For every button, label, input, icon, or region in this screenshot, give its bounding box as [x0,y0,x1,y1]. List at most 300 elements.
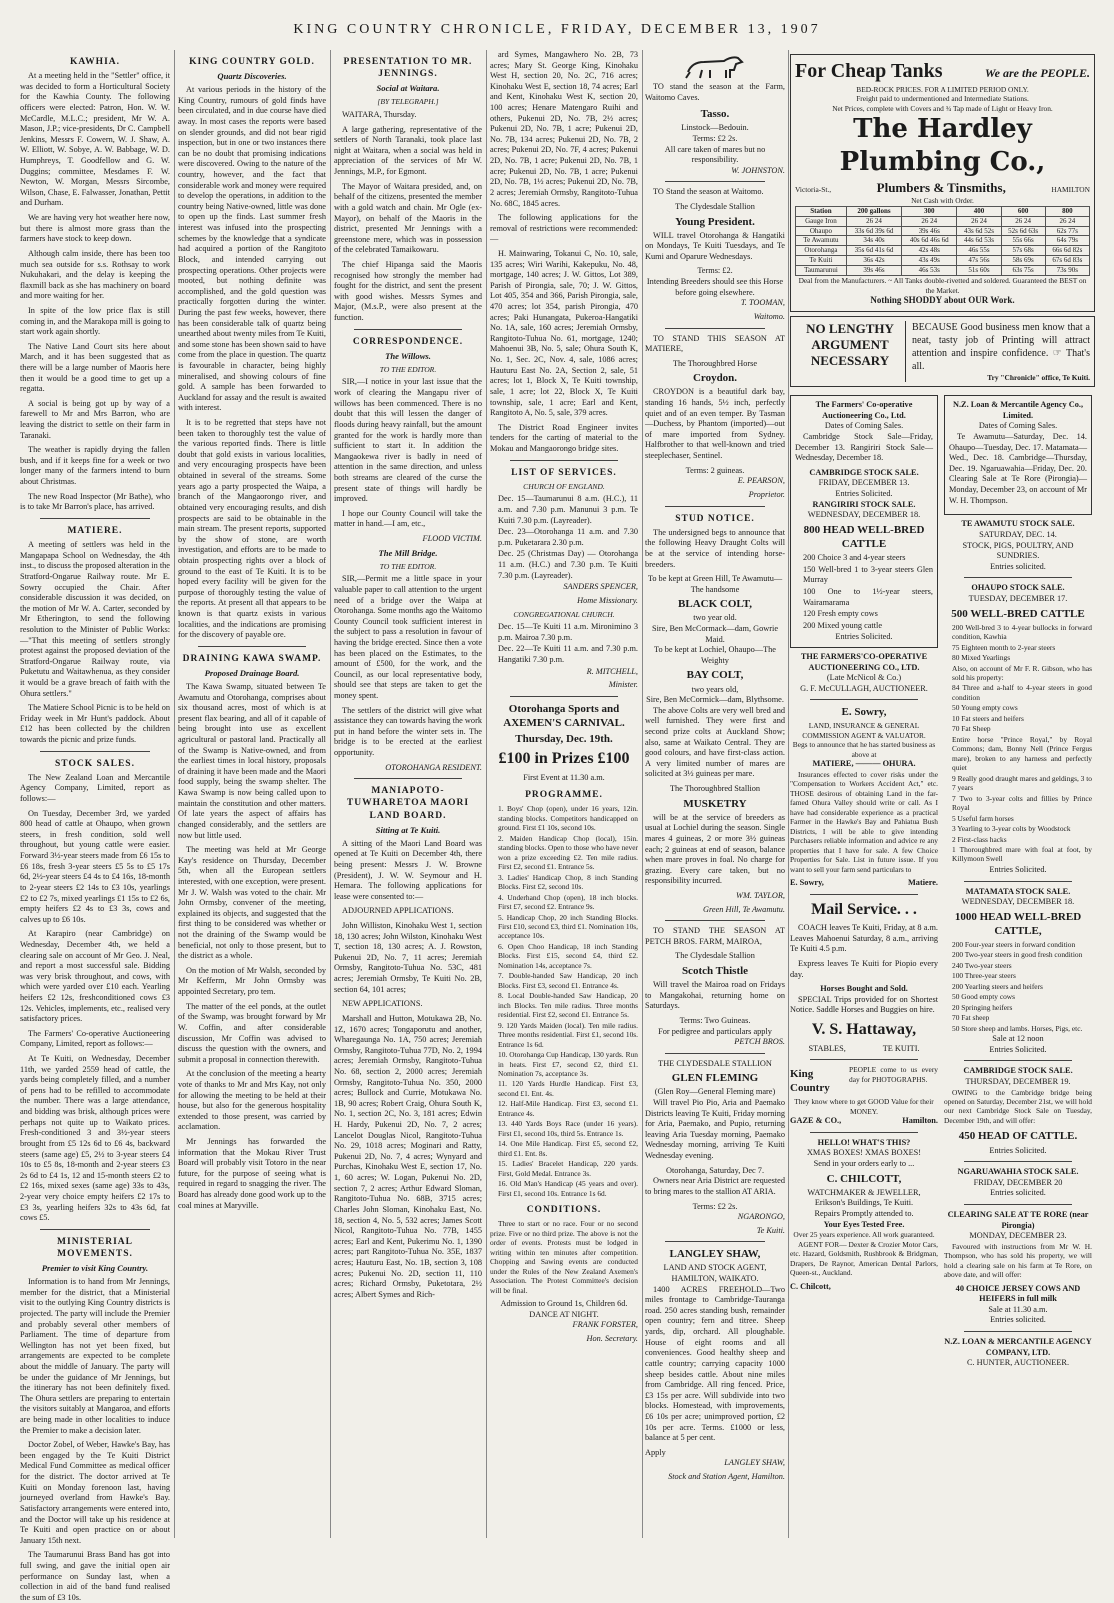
paragraph: 70 Fat Sheep [952,724,991,734]
stallion-note: All care taken of mares but no responsibility. [664,144,766,165]
paragraph: The Farmers' Co-operative Auctioneering Company, Limited, report as follows:— [20,1028,170,1049]
paragraph: At a meeting held in the "Settler" office, it was decided to form a Horticultural Society for the Kawhia County. The following officers were elected: Patron, Hon. W. W. McCardle, M.L.C.; president, Mr W. A. Mason, J.P.; vice-presidents, Dr C. Campbell Jenkins, Messrs F. Cowern, W. J. Shaw, A. W. Elliott, W. Sobye, A. W. Babbage, W. D. Humphreys, T. Goodfellow and G. W. Duggins; committee, Mesdames F. W. Newton, W. Morgan, Messrs Sircombe, Wilson, Chase, E. Falwasser, Jonathan, Pettit and Durham. [20,71,170,208]
programme-title: PROGRAMME. [525,790,603,801]
paragraph: 12. Half-Mile Handicap. First £3, second £1. Entrance 4s. [498,1099,638,1118]
sale-headcount: 40 CHOICE JERSEY COWS AND HEIFERS in full milk [955,1283,1081,1304]
column-rule [330,50,331,1538]
article-body [334,377,482,530]
paragraph: 70 Fat sheep [952,1013,990,1023]
stallion-owner: PETCH BROS. [734,1037,785,1047]
paragraph: The Native Land Court sits here about March, and it has been suggested that as there will be a large number of Maoris here then it would be a good time to get up a regatta. [20,341,170,394]
sale-date: FRIDAY, DECEMBER 13. [818,478,910,488]
price-cell: Ohaupo [796,226,847,236]
article-subtitle: Quartz Discoveries. [217,71,287,82]
sales-dates-title: Dates of Coming Sales. [824,421,904,431]
price-column-header: 200 gallons [846,206,901,216]
colt-pedigree: Sire, Ben McCormick—dam, Blythsome. [646,695,784,705]
stud-desc: The undersigned begs to announce that the following Heavy Draught Colts will be at the service of intending horse-breeders. [645,527,785,569]
paragraph: 14. One Mile Handicap. First £5, second £2, third £1. Ent. 8s. [498,1139,638,1158]
paragraph: 3 Yearling to 3-year colts by Woodstock [952,824,1071,834]
letter-signature: FLOOD VICTIM. [422,534,482,544]
sports-title: Otorohanga Sports and AXEMEN'S CARNIVAL. [503,702,625,729]
sowry-sig-place: Matiere. [907,878,938,888]
stallion-terms: Terms: £2 2s. [692,133,738,143]
article-subtitle: Social at Waitara. [376,83,440,94]
stallion-breed: The Thoroughbred Stallion [669,784,761,794]
price-cell: 26 24 [1001,216,1045,226]
paragraph: 13. 440 Yards Boys Race (under 16 years). First £1, second 10s, third 5s. Entrance 1s. [498,1119,638,1138]
stallion-owner: NGARONGO, [737,1212,785,1222]
stallion-note: Intending Breeders should see this Horse before going elsewhere. [646,277,784,297]
price-table [795,206,1090,277]
stallion-note: Owners near Aria District are requested to bring mares to the stallion AT ARIA. [645,1176,785,1196]
sale-date: WEDNESDAY, DECEMBER 18. [807,510,921,520]
tanks-headline: For Cheap Tanks [795,60,943,82]
horses-title: Horses Bought and Sold. [820,984,908,994]
entries-note: Entries solicited. [990,1188,1046,1198]
article-subtitle: Premier to visit King Country. [41,1263,149,1274]
sale-title: CAMBRIDGE STOCK SALE. [963,1066,1073,1076]
price-row [796,266,1090,276]
stallion-desc: will be at the service of breeders as usual at Lochiel during the season. Single mares 4 guineas, 2 or more 3½ guineas each; 2 guineas at end of season, balance when mare proves in foal. No charge for grazing. Every care taken, but no responsibility incurred. [645,812,785,886]
price-column-header: 400 [957,206,1001,216]
paragraph: It is to be regretted that steps have not been taken to thoroughly test the value of the various reported finds. There is little doubt that gold exists in various localities, and very encouraging prospects have been obtained in several of the streams. Some years ago a party prospected the Waipa, a branch of the Mangaorongo river, and obtained very encouraging results, and dish prospects are said to be obtainable in the main stream. The present reports, supported by the show of stone, are worth investigation, and efforts are to be made to obtain prospecting rights over a block of ground to the east of Te Kuiti. It is to be hoped every facility will be given for the purpose of thoroughly testing the value of the reports. At present all that appears to be known is that quartz exists in various localities, and the indications are promising for the discovery of payable ore. [178,418,326,640]
price-cell: 43s 6d 52s [957,226,1001,236]
price-row [796,216,1090,226]
tanks-shoddy: Nothing SHODDY about OUR Work. [870,295,1015,306]
price-row [796,236,1090,246]
chilcott-experience: Over 25 years experience. All work guaranteed. [793,1230,935,1240]
colt-name: BAY COLT, [686,669,744,682]
price-cell: 26 24 [846,216,901,226]
nzl-title: N.Z. Loan & Mercantile Agency Co., Limited. [952,400,1084,420]
firm-city: HAMILTON [1051,184,1090,194]
article-title: KING COUNTRY GOLD. [189,57,315,67]
sports-date: Thursday, Dec. 19th. [515,733,613,746]
sale-text: Favoured with instructions from Mr W. H. Thompson, who has sold his property, we will hold a clearing sale on his farm at Te Rore, on above date, and will offer: [944,1241,1092,1280]
sale-headcount: 500 WELL-BRED CATTLE [951,607,1085,620]
paragraph: Although calm inside, there has been too much sea outside for s.s. Rothsay to work Nukuhakari, and the delay is keeping the flaxmill back as she has machinery on board and more waiting for her. [20,248,170,301]
paragraph: Marshall and Hutton, Motukawa 2B, No. 1Z, 1670 acres; Tongaporutu and another, Wharegaunga No. 1A, 750 acres; Jeremiah Ormsby, Rangitoto-Tuhua 77D, No. 2, 1994 acres; Jeremiah Ormsby, Rangitoto-Tuhua No. 68, section 2, 2000 acres; Jeremiah Ormsby, Rangitoto-Tuhua No. 350, 2000 acres; Bullock and Currie, Motukawa No. 1B, 90 acres; Robert Craig, Ohura South K, No. 1, section 2C, No. 3, 181 acres; Edwin H. Hardy, Pukenui 2D, No. 7, 2 acres; Lancelot Douglas Nicol, Rangitoto-Tuhua No. 29, 1018 acres; Moginari and Ratty, Pukenui 2D, No. 7, 4 acres; Wynyard and Purchas, Kinohaku West E, section 17, No. 1, 60 acres; W. Logan, Pukenui No. 2D, section 7, 2 acres; Arthur Edward Sloman, Rangitoto-Tuhua No. 68B, 3715 acres; Charles John Sloman, Kinohaku East, No. 18, section 4, No. 5, 532 acres; James Scott Nicol, Rangitoto-Tuhua No. 77B, 1455 acres; Earl and Kent, Pukerimu No. 1, 1390 acres; part Rangitoto-Tuhua No. 35E, 1837 acres; Hauturu East, No. 1B, section 3, 108 acres; Pukenui No. 2D, section 11, 110 acres; Richard Ormsby, Puketotara, 2½ acres; Albert Symes and Rich- [334,1013,482,1299]
colt-name: BLACK COLT, [678,598,752,611]
gaze-place: Hamilton. [902,1116,938,1126]
article-body [334,110,482,324]
article-text: The following applications for the removal of restrictions were recommended:— [490,213,638,244]
stallion-name: Tasso. [700,108,730,121]
sowry-sig: E. Sowry, [790,878,824,888]
paragraph: The chief Hipanga said the Maoris recognised how strongly the member had fought for the district, and sent the present with good wishes. Messrs Symes and Major, (M.s.P., were also present at the function. [334,259,482,322]
stallion-desc: WILL travel Otorohanga & Hangatiki on Mondays, Te Kuiti Tuesdays, and Te Kumi and Oparure Wednesdays. [645,230,785,261]
chilcott-footer: C. Chilcott, [790,1281,831,1291]
stallion-terms: Terms: Two Guineas. [679,1015,751,1025]
stud-kept: To be kept at Green Hill, Te Awamutu—The handsome [647,574,783,594]
paragraph: 16. Old Man's Handicap (45 years and over). First £1, second 10s. Entrance 1s 6d. [498,1179,638,1198]
paragraph: 50 Good empty cows [952,992,1016,1002]
paragraph: At Te Kuiti, on Wednesday, December 11th, we yarded 2559 head of cattle, the yards being completely filled, and a number of pens had to be refilled to accommodate the number. There was a large attendance, and bidding was brisk, although prices were perhaps not quite up to Waikato prices. Fresh-conditioned 3 and 3½-year steers brought from £5 12s 6d to £6 4s, backward steers (same age) £5, 2½ to 3-year steers £4 10s to £5 8s, 18-month and 2-year steers £3 2s 6d to £4 1s, 12 and 15-month steers £2 to £2 16s, mixed sexes (same age) 33s to 43s, 2-year very choice empty heifers £2 17s to £3 3s, yearling heifers 32s to 43s 6d, fat cows £5. [20,1054,170,1223]
paragraph: NEW APPLICATIONS. [342,999,423,1009]
article-continued: ard Symes, Mangawhero No. 2B, 73 acres; Mary St. George King, Kinohaku West H, section 20, No. 2C, 716 acres; Kinohaku West E, section 18, 74 acres; Earl and Kent, Kinohaku West K, section 20, 100 acres; Henare Matengaro Ruihi and others, Pukenui 2D, No. 7B, 2½ acres; Pukenui 2D, No. 7B, 1 acre; Pukenui 2D, No. 7B, 134 acres; Pukenui 2D, No. 7B, 2 acres; Pukenui 2D, No. 7F, 4 acres; Pukenui 2D, No. 7B, 1 acre; Pukenui 2D, No. 7B, 1 acre; Pukenui 2D, No. 7B, 1 acre; Pukenui 2D, No. 7B, 1½ acres; Pukenui 2D, No. 7B, 2 acres; Jeremiah Ormsby, Rangitoto-Tuhua No. 68C, 1845 acres. [490,50,638,208]
paragraph: The new Road Inspector (Mr Bathe), who is to take Mr Barron's place, has arrived. [20,491,170,512]
tanks-freight: Freight paid to undermentioned and Intermediate Stations. [856,94,1029,104]
column-rule [788,50,789,1538]
tanks-prices: BED-ROCK PRICES. FOR A LIMITED PERIOD ONLY. [856,84,1029,94]
stables-town: TE KUITI. [882,1043,920,1053]
article-title: STOCK SALES. [55,758,135,769]
paragraph: 80 Mixed Yearlings [952,653,1011,663]
price-cell: 62s 77s [1045,226,1089,236]
article-body [20,71,170,513]
price-cell: 35s 6d 41s 6d [846,246,901,256]
stallion-desc: Will travel the Mairoa road on Fridays to Mangakohai, returning home on Saturdays. [645,980,785,1011]
price-cell: 67s 6d 83s [1045,256,1089,266]
stallion-note: For pedigree and particulars apply [658,1026,772,1036]
paragraph: 200 Four-year steers in forward condition [952,939,1076,949]
paragraph: Dec. 22—Te Kuiti 11 a.m. and 7.30 p.m. Hangatiki 7.30 p.m. [498,644,638,665]
paragraph: Dec. 15—Te Kuiti 11 a.m. Mironimino 3 p.m. Mairoa 7.30 p.m. [498,622,638,642]
chilcott-repairs: Repairs Promptly attended to. [814,1208,914,1218]
stud-title: STUD NOTICE. [675,513,755,524]
price-row [796,256,1090,266]
farmers-title: The Farmers' Co-operative Auctioneering Co., Ltd. [815,400,913,420]
price-cell: 58s 69s [1001,256,1045,266]
article-text: H. Mainwaring, Tokanui C, No. 10, sale, 135 acres; Wiri Warihi, Kakepuku, No. 48, mortgage, 140 acres; J. W. Gittos, Lot 389, Parish of Pirongia, sale, 70; J. W. Gittos, Lot 405, 354 and 366, Parish Pirongia, sale, 470 acres; lot 354, parish Pirongia, 470 acres; Paki Hunangata, Pukeroa-Hangatiki No. 1A, sale, 160 acres; Jeremiah Ormsby, Rangitoto-Tuhua No. 61, mortgage, 1240; Mahoenui 3B, No. 5, sale; Ohura South K, No. 1, Sec. 2C, Nov. 4, sale, 1086 acres; Hauturu East No. 2A, Section 2, sale, 51 acres; lot 1, Block X, Te Kuiti township, sale, 1 acre; lot 22, Block X, Te Kuiti township, sale, 1 acre; Earl and Kent, Rangitoto A, No. 5, sale, 379 acres. [490,248,638,418]
article-title: PRESENTATION TO MR. JENNINGS. [343,57,473,80]
paragraph: SIR,—I notice in your last issue that the work of clearing the Mangapu river of willows has been commenced. There is no doubt that this will lessen the danger of floods during heavy rainfall, but the amount granted for the work is hardly more than sufficient to start it. In addition the Mangaokewa river is badly in need of attention in the same direction, and unless both streams are cleared of the curse the present state of things will hardly be improved. [334,377,482,504]
horse-icon [680,52,750,80]
paragraph: 3. Ladies' Handicap Chop, 8 inch Standing Blocks. First £2, second 10s. [498,872,638,892]
sale-date: SATURDAY, DEC. 14. [979,529,1057,539]
agent-signature: LANGLEY SHAW, [724,1458,785,1468]
paragraph: Doctor Zobel, of Weber, Hawke's Bay, has been engaged by the Te Kuiti District Medical Fund Committee as medical officer for the district. The doctor arrived at Te Kuiti on Monday forenoon last, having journeyed overland from Hawke's Bay. Satisfactory arrangements were entered into, and the Doctor will take up his residence at Te Kuiti and open practice on or about January 15th next. [20,1440,170,1545]
paragraph: 15. Ladies' Bracelet Handicap, 220 yards. First, Gold Medal. Entrance 3s. [498,1159,638,1178]
sale-date: THURSDAY, DECEMBER 19. [965,1076,1071,1086]
article-subtitle: Proposed Drainage Board. [204,668,300,678]
paragraph: 1 Thoroughbred mare with foal at foot, by Killymoon Swell [952,844,1092,864]
paragraph: 9. 120 Yards Maiden (local). Ten mile radius. Three months residential. First £1, second 10s. Entrance 1s 6d. [498,1020,638,1049]
telegraph-note: [BY TELEGRAPH.] [377,97,439,107]
letter-title: The Willows. [385,350,431,361]
argument-try: Try "Chronicle" office, Te Kuiti. [987,372,1090,382]
gaze-know: They know where to get GOOD Value for their MONEY. [794,1097,934,1116]
paragraph: 5 Useful farm horses [952,813,1014,823]
article-body [20,540,170,746]
tanks-advert [790,54,1095,312]
sale-headcount: 450 HEAD OF CATTLE. [958,1130,1078,1143]
paragraph: The Kawa Swamp, situated between Te Awamutu and Otorohanga, comprises about six thousand acres, most of which is at present flax bearing, and all of it capable of being brought into use as excellent agricultural or pastoral land. Practically all of the Swamp is Native-owned, and from the earliest times in local history, proposals of draining it have been made and the Maori food supply, being the swamp shelter. The Kawa Swamp is now being called upon to maintain the constitution and other matters. Of late years the aspect of affairs has changed considerably, and the settlers are now but little used. [178,682,326,840]
paragraph: 84 Three and a-half to 4-year steers in good condition [952,683,1092,702]
column-4 [490,50,638,1538]
sowry-role: LAND, INSURANCE & GENERAL COMMISSION AGENT & VALUATOR. [802,721,926,740]
sports-prize: £100 in Prizes £100 [498,750,630,768]
column-2 [178,50,326,1538]
article-body [334,574,482,758]
price-cell: Gauge Iron [796,216,847,226]
paragraph: A social is being got up by way of a farewell to Mr and Mrs Barron, who are leaving the district to settle on their farm in Taranaki. [20,398,170,440]
paragraph: The matter of the eel ponds, at the outlet of the Swamp, was brought forward by Mr W. Coffin, and after considerable discussion, Mr Coffin was advised to discuss the question with the owners, and submit a proposal in connection therewith. [178,1001,326,1064]
paragraph: Entire horse "Prince Royal," by Royal Commons; dam, Bonny Nell (Prince Fergus mare), broken to any harness and perfectly quiet [952,734,1092,773]
paragraph: At various periods in the history of the King Country, rumours of gold finds have been circulated, and in due course have died away. In most cases the reports were based on slender grounds, and did not bear rigid inspection, but in one or two instances there can be no doubt that promising indications were discovered. Owing to the nature of the country, however, and the fact that considerable work and money were required to develop the operations, in addition to the country being Native-owned, little was done to open up the finds. Last summer fresh interest was infused into the prospecting schemes by the knowledge that a syndicate had acquired a portion of the Rangitoto Block, and intended carrying out prospecting operations. Other projects were mooted, but nothing definite was accomplished, and the gold question was practically forgotten during the winter. During the past few weeks, however, there has been considerable talk of quartz being unearthed about twenty miles from Te Kuiti, and some stone has been shown said to have come from the place in question. The quartz is favourable in character, being highly mineralised, and showing colours of fine gold. A sample has been forwarded to Auckland for assay and the result is awaited with interest. [178,85,326,413]
chilcott-building: Erikson's Buildings, Te Kuiti. [814,1198,914,1208]
stallion-breed: The Clydesdale Stallion [675,951,755,961]
paragraph: 8. Local Double-handed Saw Handicap, 20 inch Blocks. Ten mile radius. Three months residential. First £2, second £1. Entrance 5s. [498,991,638,1020]
entries-note: Entries Solicited. [989,1145,1047,1155]
hattaway-name: V. S. Hattaway, [811,1021,917,1039]
paragraph: On the motion of Mr Walsh, seconded by Mr Kefferm, Mr John Ormsby was appointed Secretary, pro tem. [178,965,326,997]
argument-text: BECAUSE Good business men know that a neat, tasty job of Printing will attract attention and inspire confidence. ☞ That's all. [912,321,1090,372]
price-cell: Taumarunui [796,266,847,276]
stallion-lead: TO STAND THIS SEASON AT MATIERE, [645,333,785,354]
agent-name: LANGLEY SHAW, [669,1248,761,1261]
sowry-note: Begs to announce that he has started business as above at [792,740,936,759]
services-signature: SANDERS SPENCER, [563,582,638,592]
sale-date: FRIDAY, DECEMBER 20 [973,1177,1063,1187]
column-3 [334,50,482,1538]
article-title: DRAINING KAWA SWAMP. [182,653,322,664]
stallion-name: Young President. [675,215,755,228]
sale-title: RANGIRIRI STOCK SALE. [812,499,916,509]
sale-title: TE AWAMUTU STOCK SALE. [961,519,1075,529]
paragraph: 200 Two-year steers in good fresh condition [952,950,1083,960]
stud-place: Green Hill, Te Awamutu. [703,904,785,914]
sale-text: OWING to the Cambridge bridge being opened on Saturday, December 21st, we will hold our next Cambridge Stock Sale on Tuesday, December 19th, and will offer: [944,1087,1092,1125]
apply-label: Apply [645,1447,666,1457]
paragraph: 6. Open Choo Handicap, 18 inch Standing Blocks. First £15, second £4, third £2. Nomination 14s, acceptance 7s. [498,941,638,970]
stallion-place: Te Kuiti. [756,1225,785,1235]
stables-label: STABLES, [808,1043,846,1053]
price-cell: 34s 40s [846,236,901,246]
sports-first-event: First Event at 11.30 a.m. [523,772,605,782]
paragraph: 5. Handicap Chop, 20 inch Standing Blocks. First £10, second £3, third £1. Nomination 10s, acceptance 10s. [498,912,638,941]
letter-signature: OTOROHANGA RESIDENT. [385,762,482,772]
sports-signature: FRANK FORSTER, [572,1320,638,1330]
programme-list [490,804,638,1198]
sale-title: NGARUAWAHIA STOCK SALE. [957,1167,1079,1177]
article-body [334,839,482,1301]
paragraph: I hope our County Council will take the matter in hand.—I am, etc., [334,508,482,529]
price-cell: 39s 46s [846,266,901,276]
stallion-lead: TO STAND THE SEASON AT PETCH BROS. FARM, MAIROA, [645,926,785,946]
price-cell: Te Awamutu [796,236,847,246]
paragraph: A meeting of settlers was held in the Mangapapa School on Wednesday, the 4th inst., to discuss the proposed alteration in the Stratford-Ongarue Railway route. Mr E. Sowry occupied the Chair. After considerable discussion it was decided, on the motion of Mr W. A. Carter, seconded by Mr Etherington, to send the following resolution to the Minister of Public Works:—"That this meeting of settlers strongly protest against the proposed deviation of the Stratford-Ongarue Railway route, via Puketutu and Waitawhenua, as they consider it would be a grave breach of faith with the Ohura settlers." [20,540,170,698]
paragraph: SIR,—Permit me a little space in your valuable paper to call attention to the urgent need of a bridge over the Waipa at Otorohanga. Some months ago the Waitomo County Council took sufficient interest in the subject to pass a resolution in favour of having the bridge erected. Since then a vote has been placed on the Estimates, to the amount of £500, for the work, and the Council, as our local representative body, should see that steps are taken to get the money spent. [334,574,482,701]
paragraph: 100 Three-year steers [952,971,1016,981]
paragraph: John Williston, Kinohaku West 1, section 18, 130 acres; John Wilston, Kinohaku West T, section 18, 130 acres; A. J. Rowston, Pukenui 2D, No. 7, 11 acres; Jeremiah Ormsby, Rangitoto-Tuhua No. 53C, 481 acres; Jeremiah Ormsby, Te Kuiti No. 2B, section 64, 101 acres; [334,921,482,994]
stallion-owner: E. PEARSON, [737,476,785,486]
paragraph: 120 Fresh empty cows [803,609,878,619]
entries-note: Entries solicited. [990,1315,1046,1325]
price-cell: 52s 6d 63s [1001,226,1045,236]
agent-place: HAMILTON, WAIKATO. [671,1274,759,1284]
sale-list [944,940,1092,1033]
entries-note: Entries Solicited. [989,864,1047,874]
church-name: CHURCH OF ENGLAND. [523,481,605,491]
paragraph: 50 Store sheep and lambs. Horses, Pigs, etc. [952,1023,1083,1033]
article-text: The District Road Engineer invites tenders for the carting of material to the Mokau and Mangaorongo bridge sites. [490,422,638,453]
stallion-name: MUSKETRY [683,797,747,810]
stallion-name: GLEN FLEMING [671,1072,759,1085]
conditions-text: Three to start or no race. Four or no second prize. Five or no third prize. The above is not the order of events. Protests must be lodged in writing within ten minutes after competition. Chopping and Sawing events are conducted under the Rules of the New Zealand Axemen's Association. The Protest Committee's decision will be final. [490,1219,638,1295]
services-role: Minister. [608,680,638,690]
paragraph: 9 Really good draught mares and geldings, 3 to 7 years [952,773,1092,793]
paragraph: On Tuesday, December 3rd, we yarded 800 head of cattle at Ohaupo, when grown steers, in fresh condition, sold well throughout, but young cattle were easier. Forward 3½-year steers made from £6 15s to £6 18s, fresh 3-year steers £5 5s to £5 17s 6d, 2½-year steers £4 4s to £4 16s, 18-month to 2-year steers £2 14s to £3 10s, yearlings £2 to £2 7s, mixed yearlings £1 15s to £2 6s, empty heifers £2 4s to £3 3s, cows and calves up to £6 10s. [20,808,170,924]
chilcott-name: C. CHILCOTT, [826,1172,902,1185]
paragraph: 200 Well-bred 3 to 4-year bullocks in forward condition, Kawhia [952,622,1092,642]
paragraph: Information is to hand from Mr Jennings, member for the district, that a Ministerial visit to the outlying King Country districts is projected. The party will include the Premier and probably several other members of Parliament. The time of departure from Wellington has not yet been fixed, but arrangements are expected to be complete about the middle of January. The party will be under the guidance of Mr Jennings, but the itinerary has not been definitely fixed. The Ohura settlers are preparing to entertain the visitors suitably at Mangaroa, and efforts are being made in other localities to induce the Premier to make a decision later. [20,1277,170,1435]
column-5 [645,50,785,1538]
gaze-sig: GAZE & CO., [790,1116,842,1126]
price-cell: 26 24 [1045,216,1089,226]
ads-right-column [944,391,1092,1369]
masthead: KING COUNTRY CHRONICLE, FRIDAY, DECEMBER 13, 1907 [293,22,821,37]
sowry-text: Insurances effected to cover risks under the "Compensation to Workers Accident Act," etc. THOSE desirous of obtaining Land in the far-famed Ohura Valley should write or call. As I have had considerable experience as a practical Farmer in the Hawke's Bay and Pahiatua Bush Districts, I will be able to give intending Purchasers reliable information and advice re any properties that I have for sale. A few Choice Properties for Sale. List in future issue. If you want to sell your farm send particulars to [790,769,938,874]
sale-date: WEDNESDAY, DECEMBER 18. [961,897,1075,907]
article-body [20,1277,170,1603]
price-cell: 43s 49s [902,256,957,266]
paragraph: 1. Boys' Chop (open), under 16 years, 12in. standing blocks. Competitors handicapped on ground. First £1 10s, second 10s. [498,804,638,833]
paragraph: 10 Fat steers and heifers [952,713,1024,723]
paragraph: Dec. 25 (Christmas Day) — Otorohanga 11 a.m. (H.C.) and 7.30 p.m. Te Kuiti 7.30 p.m. (Layreader). [498,549,638,580]
sales-dates: Te Awamutu—Saturday, Dec. 14. Ohaupo—Tuesday, Dec. 17. Matamata—Wed., Dec. 18. Cambridge—Thursday, Dec. 19. Ngaruawahia—Friday, Dec. 20. Clearing Sale at Te Rore (Pirongia)—Monday, December 23, on account of Mr W. H. Thompson. [949,432,1087,505]
letter-address: TO THE EDITOR. [379,364,437,374]
article-title: MATIERE. [67,525,123,536]
paragraph: The Mayor of Waitara presided, and, on behalf of the citizens, presented the member with a gold watch and chain. Mr Ogle (ex-Mayor), on behalf of the Maoris in the district, presented Mr Jennings with a greenstone mere, which was in possession of the celebrated Tamaikowaru. [334,181,482,255]
paragraph: Dec. 23—Otorohanga 11 a.m. and 7.30 p.m. Puketarara 2.30 p.m. [498,527,638,547]
stallion-name: Croydon. [692,372,738,385]
stallion-breed: The Thoroughbred Horse [672,358,758,368]
stallion-lead: TO Stand the season at Waitomo. [653,187,764,197]
stallion-place: Waitomo. [753,311,785,321]
property-text: 1400 ACRES FREEHOLD—Two miles frontage to Cambridge-Tauranga road. 250 acres standing bush, remainder open country; fern and titree. Sheep yards, dip, orchard. All ploughable. House of eight rooms and all conveniences. Good healthy sheep and cattle country; carrying capacity 1000 sheep besides cattle. About nine miles from Cambridge. All ring fenced. Price, £3 15s per acre. Will subdivide into two blocks. Homestead, with improvements, £6 10s per acre; unimproved portion, £2 10s per acre. Terms. £1000 or less, balance at 5 per cent. [645,1284,785,1443]
sale-headcount: 800 HEAD WELL-BRED CATTLE [803,523,925,550]
paragraph: 200 Yearling steers and heifers [952,981,1043,991]
argument-line: ARGUMENT [811,337,889,352]
sales-dates-title: Dates of Coming Sales. [978,421,1058,431]
paragraph: Also, on account of Mr F. R. Gibson, who has sold his property: [952,663,1092,682]
sales-dates: Cambridge Stock Sale—Friday, December 13. Rangiriri Stock Sale—Wednesday, December 18. [795,432,933,463]
firm-street: Victoria-St., [795,184,832,194]
colt-age: two years old, [691,684,739,694]
firm-cash: Net Cash with Order. [911,196,974,206]
sale-items: STOCK, PIGS, POULTRY, AND SUNDRIES. [962,540,1074,561]
stallion-pedigree: (Glen Roy—General Fleming mare) [654,1087,776,1097]
chilcott-hello: HELLO! WHAT'S THIS? [817,1137,911,1147]
price-column-header: 800 [1045,206,1089,216]
stallion-breed: The Clydesdale Stallion [675,201,755,211]
price-cell: 64s 79s [1045,236,1089,246]
services-title: LIST OF SERVICES. [511,467,617,478]
article-body [178,85,326,641]
stallion-desc: Will travel Pio Pio, Aria and Paemako Districts leaving Te Kuiti, Friday morning for Aria, Paemako, and Pupio, returning leaving Aria Tuesday morning, Paemako Wednesday morning, arriving Te Kuiti Wednesday evening. [645,1098,785,1161]
price-cell: Otorohanga [796,246,847,256]
tanks-deal: Deal from the Manufacturers. ~ All Tanks double-rivetted and soldered. Guaranteed the BEST on the Market. [798,276,1087,295]
farmers2-late: (Late McNicol & Co.) [826,673,902,683]
paragraph: 10. Otorohanga Cup Handicap, 130 yards. Run in heats. First £7, second £2, third £1. Nomination 7s, acceptance 3s. [498,1050,638,1079]
dance: DANCE AT NIGHT. [529,1309,599,1319]
paragraph: 200 Mixed young cattle [803,620,883,630]
sale-date: TUESDAY, DECEMBER 17. [968,593,1068,603]
price-cell: 46s 55s [957,246,1001,256]
paragraph: A sitting of the Maori Land Board was opened at Te Kuiti on December 4th, there being present: Messrs J. W. Browne (President), J. W. W. Seymour and H. Hemara. The following applications for lease were consented to:— [334,838,482,901]
sale-title: CLEARING SALE AT TE RORE (near Pirongia) [947,1209,1089,1230]
paragraph: At Karapiro (near Cambridge) on Wednesday, December 4th, we held a clearing sale on account of Mr Geo. J. Neal, and report a most successful sale. Bidding was very brisk throughout, and cows, with which were yarded over £10 each. Yearling heifers £2 12s, freshconditioned cows £3 12s. Vehicles, implements, etc., realised very satisfactory prices. [20,929,170,1024]
stud-desc: The above Colts are very well bred and well furnished. They were first and second prize colts at Auckland Show; also, same at Waikato Central. They are good colours, and have first-class action. A very limited number of mares are solicited at 3½ guineas per mare. [645,705,785,779]
farmers2-title: THE FARMERS'CO-OPERATIVE AUCTIONEERING CO., LTD. [800,651,928,672]
price-cell: 46s 53s [902,266,957,276]
sowry-place: MATIERE, ——— OHURA. [812,759,916,769]
price-row [796,246,1090,256]
paragraph: 7. Double-handed Saw Handicap, 20 inch Blocks. First £3, second £1. Entrance 4s. [498,971,638,990]
sale-headcount: 1000 HEAD WELL-BRED CATTLE, [954,910,1082,937]
chilcott-agent: AGENT FOR— Dexter & Crozier Motor Cars, etc. Hazard, Goldsmith, Rushbrook & Bridgman, Drapers, De Raynor, American Dental Parlors, Queen-st., Auckland. [790,1239,938,1278]
stallion-terms: Terms: £2. [697,266,733,276]
church-name: CONGREGATIONAL CHURCH. [513,609,615,619]
price-cell: 36s 42s [846,256,901,266]
entries-note: Entries solicited. [990,561,1046,571]
services-role: Home Missionary. [577,595,638,605]
paragraph: WAITARA, Thursday. [342,110,417,120]
price-cell: 47s 56s [957,256,1001,266]
stallion-name: Scotch Thistle [681,965,749,978]
stallion-terms: Terms: 2 guineas. [685,465,745,475]
sale-list [795,553,933,631]
paragraph: 75 Eighteen month to 2-year steers [952,642,1056,652]
paragraph: We are having very hot weather here now, but there is almost more grass than the farmers have stock to keep down. [20,213,170,244]
printing-advert [790,316,1095,387]
nzl-footer: N.Z. LOAN & MERCANTILE AGENCY COMPANY, LTD. [944,1337,1092,1357]
entries-note: Entries Solicited. [835,632,893,642]
stallion-lead: TO stand the season at the Farm, Waitomo Caves. [645,82,785,102]
letter-address: TO THE EDITOR. [379,561,437,571]
price-row [796,226,1090,236]
argument-line: NO LENGTHY [806,320,894,336]
price-cell: 39s 46s [902,226,957,236]
stud-owner: WM. TAYLOR, [736,890,785,900]
firm-name: The Hardley Plumbing Co., [839,114,1046,178]
entries-note: Entries Solicited. [835,489,893,499]
tanks-net: Net Prices, complete with Covers and ¾ Tap made of Light or Heavy Iron. [832,103,1053,113]
tanks-tagline: We are the PEOPLE. [984,66,1090,80]
article-title: KAWHIA. [69,57,121,67]
article-title: MINISTERIAL MOVEMENTS. [57,1236,133,1259]
services-list [490,622,638,665]
paragraph: 7 Two to 3-year colts and fillies by Prince Royal [952,793,1092,813]
stallion-owner: W. JOHNSTON. [731,165,785,175]
stallion-breed: THE CLYDESDALE STALLION [658,1058,772,1068]
paragraph: Mr Jennings has forwarded the information that the Mokau River Trust Board will probably visit Totoro in the near future, for the purpose of seeing what is required in regard to snagging the river. The Board has already done good work up to the coal mines at Maryville. [178,1136,326,1210]
price-cell: 73s 90s [1045,266,1089,276]
article-title: MANIAPOTO-TUWHARETOA MAORI LAND BOARD. [346,786,470,821]
argument-line: NECESSARY [810,353,890,369]
services-list [490,494,638,581]
paragraph: The Taumarunui Brass Band has got into full swing, and gave the initial open air performance on Sunday last, when a collection in aid of the band fund realised the sum of £3 10s. [20,1550,170,1602]
sale-title: CAMBRIDGE STOCK SALE. [809,467,919,477]
colt-pedigree: Sire, Ben McCormack—dam, Gowrie Maid. [651,624,779,644]
price-cell: 42s 48s [902,246,957,256]
price-cell: 44s 6d 53s [957,236,1001,246]
sowry-name: E. Sowry, [841,706,887,719]
admission: Admission to Ground 1s, Children 6d. [500,1299,628,1309]
services-signature: R. MITCHELL, [586,666,638,676]
paragraph: The weather is rapidly drying the fallen bush, and if it keeps fine for a week or two longer many of the farmers intend to burn about Christmas. [20,445,170,487]
agent-role: LAND AND STOCK AGENT, [663,1263,767,1273]
entries-note: Entries Solicited. [989,1044,1047,1054]
stallion-role: Proprietor. [748,489,785,499]
paragraph: ADJOURNED APPLICATIONS. [342,906,454,916]
paragraph: 240 Two-year steers [952,960,1012,970]
paragraph: The settlers of the district will give what assistance they can towards having the work put in hand before the winter sets in. The bridge is to be erected at the earliest opportunity. [334,705,482,758]
stallion-terms: Terms: £2 2s. [692,1201,738,1211]
price-column-header: 600 [1001,206,1045,216]
